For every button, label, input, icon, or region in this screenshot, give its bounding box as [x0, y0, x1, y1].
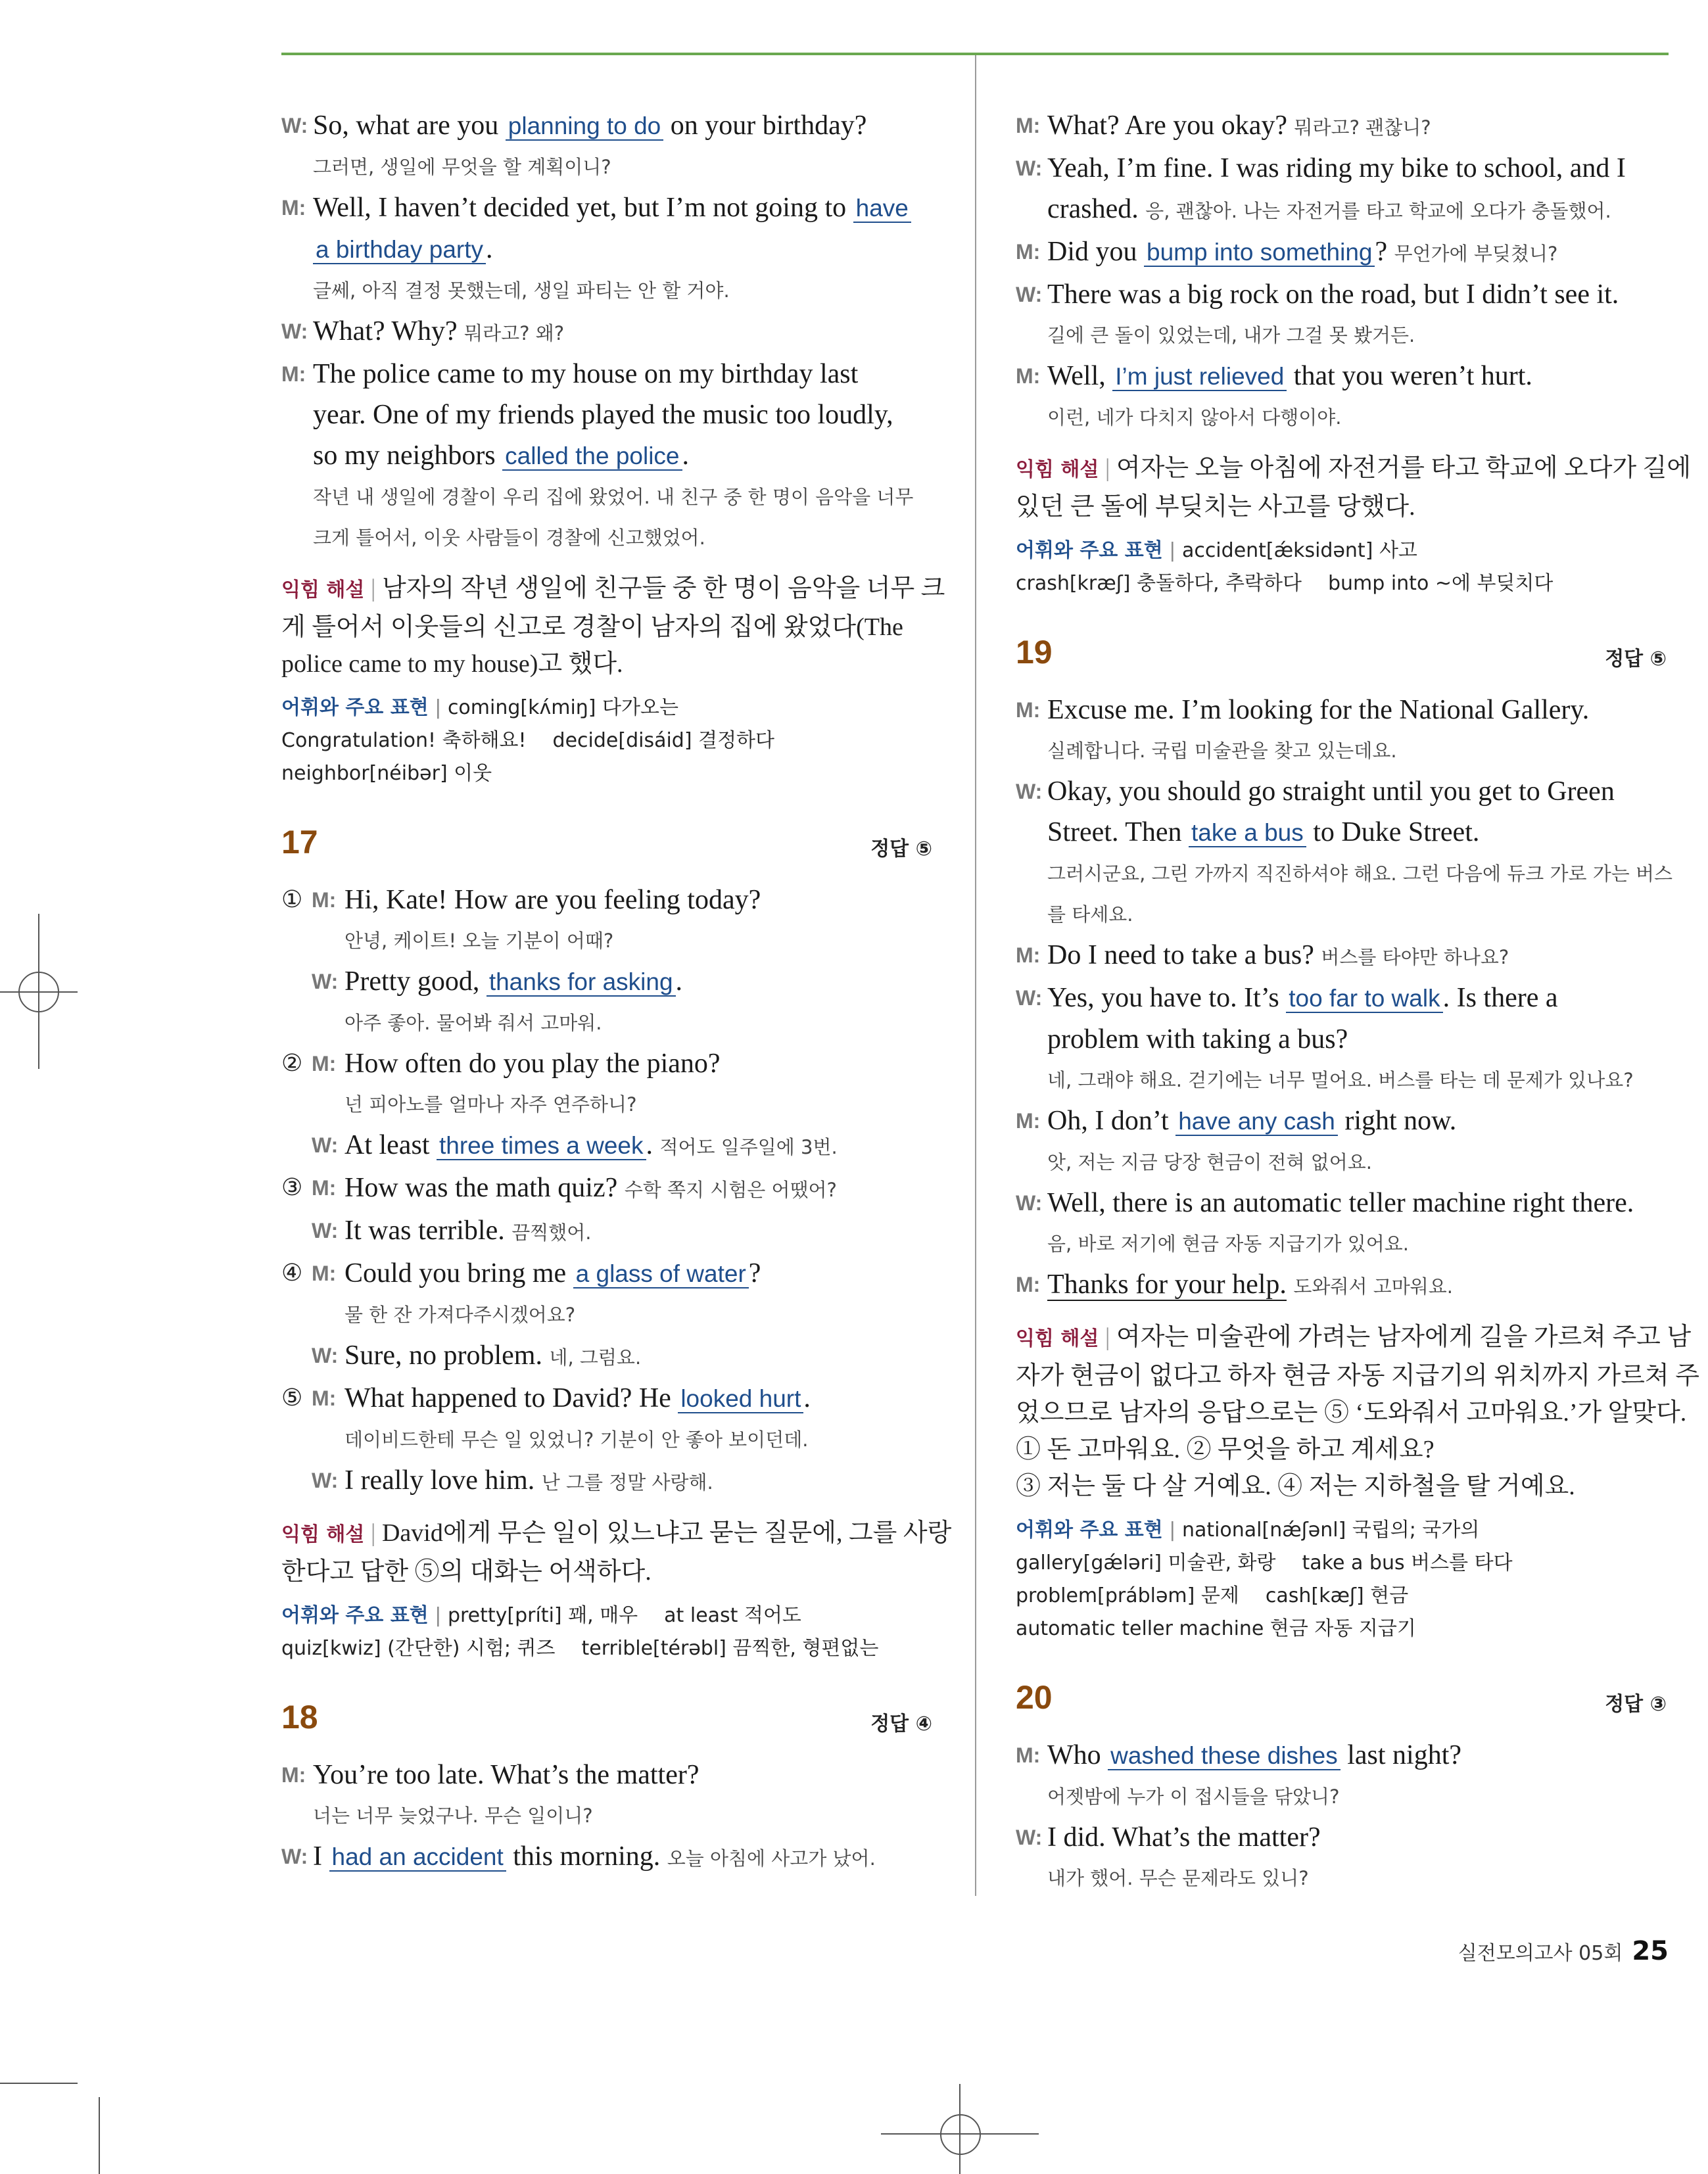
dialogue-text: So, what are you	[313, 110, 506, 141]
speaker-label: M:	[1016, 240, 1041, 264]
vocab-item: quiz[kwiz] (간단한) 시험; 퀴즈	[281, 1637, 556, 1660]
dialogue-text: Well, I haven’t decided yet, but I’m not going to	[313, 193, 853, 223]
dialogue-line	[1016, 690, 1667, 730]
vocab-item: automatic teller machine 현금 자동 지급기	[1016, 1617, 1416, 1640]
dialogue-text: Did you	[1047, 237, 1144, 267]
dialogue-16	[281, 105, 932, 558]
answer-label: 정답 ⑤	[870, 838, 932, 861]
option-number: ⑤	[281, 1384, 303, 1411]
vocabulary-17	[281, 1599, 932, 1665]
explanation-line	[1016, 488, 1667, 525]
dialogue-text: Well, there is an automatic teller machine right there.	[1047, 1188, 1634, 1218]
vocab-row	[281, 692, 932, 724]
option-number: ②	[281, 1050, 303, 1077]
dialogue-text: .	[646, 1130, 660, 1160]
key-phrase: have any cash	[1175, 1108, 1338, 1136]
translation-line: 글쎄, 아직 결정 못했는데, 생일 파티는 안 할 거야.	[313, 279, 730, 302]
dialogue-line	[281, 1378, 932, 1419]
explanation-line	[1016, 1468, 1667, 1505]
dialogue-text: I really love him.	[344, 1465, 542, 1496]
translation-line: 어젯밤에 누가 이 접시들을 닦았니?	[1047, 1785, 1340, 1808]
inline-translation: 무언가에 부딪쳤니?	[1394, 243, 1558, 265]
dialogue-line	[1016, 1817, 1667, 1858]
translation-line: 내가 했어. 무슨 문제라도 있니?	[1047, 1867, 1309, 1889]
vocab-row	[1016, 1547, 1667, 1580]
translation-line: 앗, 저는 지금 당장 현금이 전혀 없어요.	[1047, 1151, 1372, 1173]
dialogue-text: I did. What’s the matter?	[1047, 1822, 1321, 1853]
explanation-line	[1016, 1394, 1687, 1431]
page-number: 25	[1632, 1936, 1669, 1966]
speaker-label: M:	[312, 1052, 337, 1075]
dialogue-19	[1016, 690, 1673, 1307]
dialogue-text: How was the math quiz?	[344, 1173, 625, 1203]
answer-label: 정답 ③	[1605, 1693, 1667, 1716]
dialogue-text: What? Are you okay?	[1047, 110, 1294, 141]
explanation-line	[281, 609, 932, 646]
dialogue-text: ?	[1375, 237, 1394, 267]
speaker-label: W:	[312, 1344, 339, 1367]
speaker-label: W:	[281, 114, 308, 137]
speaker-label: W:	[1016, 780, 1043, 803]
registration-mark	[18, 972, 59, 1012]
inline-translation: 오늘 아침에 사고가 났어.	[667, 1847, 876, 1870]
separator: |	[1162, 539, 1182, 562]
key-phrase: called the police	[502, 442, 682, 471]
dialogue-text: .	[682, 440, 689, 471]
dialogue-text: I	[313, 1841, 329, 1872]
inline-translation: 뭐라고? 괜찮니?	[1294, 116, 1431, 139]
speaker-label: M:	[1016, 114, 1041, 137]
explanation-text: ① 돈 고마워요. ② 무엇을 하고 계세요?	[1016, 1436, 1435, 1463]
footer-title: 실전모의고사 05회	[1458, 1942, 1623, 1965]
inline-translation: 도와줘서 고마워요.	[1293, 1275, 1453, 1298]
dialogue-line	[281, 187, 932, 229]
key-phrase: take a bus	[1189, 819, 1306, 847]
vocab-item: gallery[gǽləri] 미술관, 화랑	[1016, 1551, 1276, 1574]
column-divider	[975, 55, 976, 1896]
translation-line: 데이비드한테 무슨 일 있었니? 기분이 안 좋아 보이던데.	[344, 1429, 809, 1451]
answer-label: 정답 ⑤	[1605, 648, 1667, 671]
speaker-label: W:	[312, 1133, 339, 1157]
translation-line: 안녕, 케이트! 오늘 기분이 어때?	[344, 930, 614, 952]
dialogue-text: .	[675, 966, 683, 997]
dialogue-line	[281, 1210, 932, 1253]
section-20-header	[1016, 1672, 1667, 1735]
vocab-item: at least 적어도	[664, 1604, 801, 1627]
dialogue-text: this morning.	[506, 1841, 667, 1872]
dialogue-line	[1016, 1100, 1667, 1142]
speaker-label: M:	[312, 1386, 337, 1410]
dialogue-continuation	[281, 394, 932, 435]
speaker-label: W:	[1016, 1826, 1043, 1849]
vocab-row	[281, 1599, 932, 1632]
vocab-row	[281, 757, 932, 790]
explanation-text: 었으므로 남자의 응답으로는 ⑤ ‘도와줘서 고마워요.’가 알맞다.	[1016, 1399, 1687, 1427]
vocabulary-18	[1016, 534, 1667, 600]
dialogue-line	[1016, 1183, 1667, 1223]
explanation-line	[281, 1515, 952, 1553]
dialogue-text: Who	[1047, 1740, 1108, 1770]
option-number: ①	[281, 886, 303, 913]
dialogue-continuation	[281, 435, 932, 477]
dialogue-text: Thanks for your help.	[1047, 1269, 1287, 1300]
explanation-18	[1016, 450, 1692, 525]
speaker-label: W:	[1016, 156, 1043, 180]
separator: |	[1162, 1519, 1182, 1542]
vocab-row	[281, 1632, 932, 1665]
key-phrase: a birthday party	[313, 236, 486, 264]
dialogue-text: You’re too late. What’s the matter?	[313, 1760, 700, 1790]
separator: |	[364, 1519, 382, 1547]
vocab-item: bump into ~에 부딪치다	[1327, 572, 1554, 595]
dialogue-18	[281, 1755, 932, 1879]
inline-translation: 수학 쪽지 시험은 어땠어?	[624, 1179, 837, 1201]
speaker-label: M:	[1016, 1273, 1041, 1296]
explanation-line	[281, 570, 945, 609]
vocabulary-19	[1016, 1514, 1667, 1645]
registration-mark	[0, 2083, 78, 2084]
translation-line: 크게 틀어서, 이웃 사람들이 경찰에 신고했었어.	[313, 527, 705, 549]
vocab-item: national[nǽʃənl] 국립의; 국가의	[1181, 1519, 1480, 1542]
explanation-16	[281, 570, 945, 682]
dialogue-20	[1016, 1735, 1667, 1899]
dialogue-line	[281, 105, 932, 147]
dialogue-line	[281, 1125, 932, 1168]
separator: |	[428, 696, 448, 719]
dialogue-18-continued	[1016, 105, 1667, 438]
dialogue-line	[1016, 1735, 1667, 1776]
dialogue-text: At least	[344, 1130, 437, 1160]
dialogue-text: that you weren’t hurt.	[1287, 361, 1532, 391]
dialogue-text: last night?	[1340, 1740, 1462, 1770]
vocab-item: cash[kæʃ] 현금	[1265, 1584, 1409, 1607]
inline-translation: 네, 그럼요.	[549, 1346, 642, 1369]
key-phrase: planning to do	[506, 112, 663, 141]
speaker-label: W:	[1016, 1191, 1043, 1215]
vocab-item: take a bus 버스를 타다	[1302, 1551, 1513, 1574]
dialogue-continuation	[281, 229, 932, 270]
explanation-line	[1016, 450, 1692, 488]
vocab-row	[1016, 1514, 1667, 1547]
vocab-item: decide[disáid] 결정하다	[552, 729, 775, 752]
explanation-line	[281, 1553, 932, 1590]
speaker-label: M:	[312, 1176, 337, 1200]
speaker-label: W:	[1016, 283, 1043, 306]
dialogue-text: Sure, no problem.	[344, 1340, 550, 1371]
option-number: ④	[281, 1260, 303, 1287]
translation-line: 그러시군요, 그린 가까지 직진하셔야 해요. 그런 다음에 듀크 가로 가는 버스	[1047, 863, 1673, 885]
speaker-label: M:	[281, 362, 306, 386]
dialogue-text: The police came to my house on my birthday last	[313, 359, 859, 389]
vocab-row	[1016, 534, 1667, 567]
vocab-row	[281, 724, 932, 757]
vocab-row	[1016, 567, 1667, 600]
key-phrase: I’m just relieved	[1112, 363, 1287, 391]
explanation-line	[1016, 1358, 1699, 1394]
key-phrase: thanks for asking	[486, 968, 676, 997]
translation-line: 이런, 네가 다치지 않아서 다행이야.	[1047, 406, 1342, 429]
question-number: 20	[1016, 1679, 1053, 1716]
dialogue-text: on your birthday?	[663, 110, 867, 141]
dialogue-text: problem with taking a bus?	[1047, 1024, 1348, 1054]
vocab-label: 어휘와 주요 표현	[1016, 539, 1163, 562]
dialogue-line	[281, 311, 932, 354]
explanation-text: 여자는 미술관에 가려는 남자에게 길을 가르쳐 주고 남	[1116, 1323, 1692, 1351]
dialogue-line	[1016, 1264, 1667, 1307]
registration-mark	[940, 2114, 981, 2155]
speaker-label: W:	[312, 1469, 339, 1492]
dialogue-text: What? Why?	[313, 316, 465, 346]
dialogue-line	[281, 1253, 932, 1294]
inline-translation: 응, 괜찮아. 나는 자전거를 타고 학교에 오다가 충돌했어.	[1145, 200, 1611, 222]
explanation-text: 남자의 작년 생일에 친구들 중 한 명이 음악을 너무 크	[381, 575, 945, 602]
speaker-label: M:	[1016, 698, 1041, 722]
vocab-item: terrible[térəbl] 끔찍한, 형편없는	[581, 1637, 879, 1660]
vocab-item: crash[kræʃ] 충돌하다, 추락하다	[1016, 572, 1302, 595]
translation-line: 물 한 잔 가져다주시겠어요?	[344, 1304, 576, 1326]
question-number: 18	[281, 1699, 318, 1736]
key-phrase: too far to walk	[1286, 985, 1442, 1013]
dialogue-text: There was a big rock on the road, but I didn’t see it.	[1047, 279, 1619, 310]
dialogue-text: Well,	[1047, 361, 1113, 391]
explanation-19	[1016, 1319, 1699, 1505]
key-phrase: had an accident	[329, 1843, 506, 1872]
translation-line: 그러면, 생일에 무엇을 할 계획이니?	[313, 156, 611, 178]
dialogue-line	[1016, 274, 1667, 315]
explanation-text: David에게 무슨 일이 있느냐고 묻는 질문에, 그를 사랑	[381, 1519, 952, 1547]
vocab-item: accident[ǽksidənt] 사고	[1181, 539, 1417, 562]
dialogue-text: crashed.	[1047, 194, 1146, 224]
dialogue-text: Street. Then	[1047, 817, 1189, 847]
explanation-label: 익힘 해설	[281, 579, 365, 602]
explanation-label: 익힘 해설	[281, 1523, 365, 1546]
key-phrase: bump into something	[1144, 239, 1375, 267]
answer-label: 정답 ④	[870, 1713, 932, 1736]
inline-translation: 난 그를 정말 사랑해.	[541, 1471, 713, 1494]
explanation-text: 있던 큰 돌에 부딪치는 사고를 당했다.	[1016, 493, 1415, 521]
speaker-label: M:	[1016, 943, 1041, 967]
dialogue-line	[281, 1168, 932, 1210]
section-17-header	[281, 816, 932, 880]
key-phrase: have	[853, 195, 911, 223]
dialogue-line	[281, 1460, 932, 1503]
dialogue-line	[281, 354, 932, 394]
speaker-label: W:	[1016, 986, 1043, 1010]
section-19-header	[1016, 626, 1667, 690]
dialogue-text: ?	[748, 1258, 761, 1288]
dialogue-text: Could you bring me	[344, 1258, 573, 1288]
explanation-label: 익힘 해설	[1016, 1327, 1099, 1350]
translation-line: 넌 피아노를 얼마나 자주 연주하니?	[344, 1093, 637, 1116]
separator: |	[1099, 1323, 1116, 1351]
dialogue-line	[281, 1335, 932, 1378]
dialogue-continuation	[1016, 812, 1667, 853]
left-column	[281, 105, 952, 1879]
dialogue-text: to Duke Street.	[1306, 817, 1480, 847]
vocab-row	[1016, 1613, 1667, 1645]
translation-line: 아주 좋아. 물어봐 줘서 고마워.	[344, 1012, 602, 1034]
dialogue-text: .	[803, 1383, 811, 1413]
speaker-label: M:	[312, 888, 337, 912]
explanation-line	[281, 646, 932, 682]
dialogue-line	[1016, 148, 1667, 189]
explanation-17	[281, 1515, 952, 1590]
dialogue-line	[281, 1836, 932, 1879]
translation-line: 작년 내 생일에 경찰이 우리 집에 왔었어. 내 친구 중 한 명이 음악을 너무	[313, 486, 914, 508]
dialogue-text: Okay, you should go straight until you get to Green	[1047, 776, 1615, 807]
inline-translation: 뭐라고? 왜?	[464, 322, 565, 344]
speaker-label: M:	[312, 1262, 337, 1285]
vocab-label: 어휘와 주요 표현	[281, 696, 429, 719]
right-column	[1016, 105, 1699, 1899]
dialogue-line	[281, 1043, 932, 1084]
dialogue-text: Yes, you have to. It’s	[1047, 983, 1287, 1013]
option-number: ③	[281, 1174, 303, 1201]
dialogue-text: It was terrible.	[344, 1216, 512, 1246]
translation-line: 너는 너무 늦었구나. 무슨 일이니?	[313, 1805, 593, 1827]
dialogue-text: Hi, Kate! How are you feeling today?	[344, 885, 761, 915]
dialogue-text: Pretty good,	[344, 966, 486, 997]
dialogue-text: What happened to David? He	[344, 1383, 678, 1413]
registration-mark	[99, 2097, 100, 2174]
speaker-label: W:	[312, 1219, 339, 1242]
dialogue-text: How often do you play the piano?	[344, 1049, 721, 1079]
speaker-label: M:	[1016, 364, 1041, 388]
translation-line: 실례합니다. 국립 미술관을 찾고 있는데요.	[1047, 740, 1397, 762]
vocab-label: 어휘와 주요 표현	[281, 1604, 429, 1627]
dialogue-text: Do I need to take a bus?	[1047, 940, 1321, 970]
speaker-label: M:	[1016, 1743, 1041, 1767]
dialogue-line	[281, 961, 932, 1003]
page-footer	[1458, 1936, 1669, 1966]
vocab-item: pretty[príti] 꽤, 매우	[447, 1604, 638, 1627]
vocab-item: neighbor[néibər] 이웃	[281, 762, 492, 785]
dialogue-line	[1016, 356, 1667, 397]
speaker-label: W:	[281, 1845, 308, 1868]
dialogue-line	[1016, 105, 1667, 148]
translation-line: 네, 그래야 해요. 걷기에는 너무 멀어요. 버스를 타는 데 문제가 있나요?	[1047, 1069, 1634, 1091]
vocab-item: problem[prábləm] 문제	[1016, 1584, 1239, 1607]
explanation-text: 게 틀어서 이웃들의 신고로 경찰이 남자의 집에 왔었다(The	[281, 613, 903, 641]
section-18-header	[281, 1691, 932, 1755]
key-phrase: looked hurt	[678, 1385, 803, 1413]
dialogue-17	[281, 880, 932, 1503]
dialogue-text: .	[486, 234, 493, 264]
key-phrase: washed these dishes	[1108, 1742, 1340, 1770]
separator: |	[364, 575, 382, 602]
dialogue-line	[1016, 935, 1667, 978]
vocab-item: coming[kʌ́miŋ] 다가오는	[447, 696, 678, 719]
explanation-text: 자가 현금이 없다고 하자 현금 자동 지급기의 위치까지 가르쳐 주	[1016, 1362, 1699, 1390]
dialogue-line	[281, 1755, 932, 1795]
separator: |	[428, 1604, 448, 1627]
dialogue-line	[1016, 231, 1667, 274]
dialogue-text: so my neighbors	[313, 440, 503, 471]
inline-translation: 끔찍했어.	[511, 1221, 592, 1244]
dialogue-text	[1287, 1269, 1294, 1300]
explanation-text: ③ 저는 둘 다 살 거예요. ④ 저는 지하철을 탈 거예요.	[1016, 1473, 1575, 1500]
vocab-label: 어휘와 주요 표현	[1016, 1519, 1163, 1542]
vocab-item: Congratulation! 축하해요!	[281, 729, 527, 752]
explanation-text: 여자는 오늘 아침에 자전거를 타고 학교에 오다가 길에	[1116, 454, 1692, 482]
translation-line: 를 타세요.	[1047, 903, 1133, 926]
dialogue-text: year. One of my friends played the music too loudly,	[313, 400, 893, 430]
dialogue-line	[1016, 771, 1667, 812]
explanation-line	[1016, 1319, 1692, 1358]
explanation-text: police came to my house)고 했다.	[281, 650, 623, 678]
key-phrase: a glass of water	[573, 1260, 749, 1288]
explanation-text: 한다고 답한 ⑤의 대화는 어색하다.	[281, 1558, 652, 1586]
speaker-label: W:	[281, 319, 308, 343]
explanation-label: 익힘 해설	[1016, 458, 1099, 481]
dialogue-continuation	[1016, 1019, 1667, 1060]
speaker-label: M:	[1016, 1109, 1041, 1133]
dialogue-continuation	[1016, 189, 1667, 231]
dialogue-line	[1016, 978, 1667, 1019]
key-phrase: three times a week	[437, 1132, 646, 1160]
dialogue-text: Yeah, I’m fine. I was riding my bike to school, and I	[1047, 153, 1626, 183]
vocabulary-16	[281, 692, 932, 790]
dialogue-text: . Is there a	[1442, 983, 1558, 1013]
inline-translation: 버스를 타야만 하나요?	[1321, 946, 1509, 968]
dialogue-line	[281, 880, 932, 920]
question-number: 19	[1016, 634, 1053, 671]
inline-translation: 적어도 일주일에 3번.	[659, 1136, 838, 1158]
dialogue-text: Excuse me. I’m looking for the National Gallery.	[1047, 695, 1590, 725]
separator: |	[1099, 454, 1116, 482]
explanation-line	[1016, 1431, 1667, 1468]
question-number: 17	[281, 824, 318, 861]
speaker-label: M:	[281, 1763, 306, 1787]
translation-line: 음, 바로 저기에 현금 자동 지급기가 있어요.	[1047, 1233, 1409, 1255]
dialogue-text: Oh, I don’t	[1047, 1106, 1176, 1136]
translation-line: 길에 큰 돌이 있었는데, 내가 그걸 못 봤거든.	[1047, 324, 1415, 346]
speaker-label: M:	[281, 196, 306, 220]
dialogue-text: right now.	[1337, 1106, 1457, 1136]
vocab-row	[1016, 1580, 1667, 1613]
speaker-label: W:	[312, 970, 339, 993]
